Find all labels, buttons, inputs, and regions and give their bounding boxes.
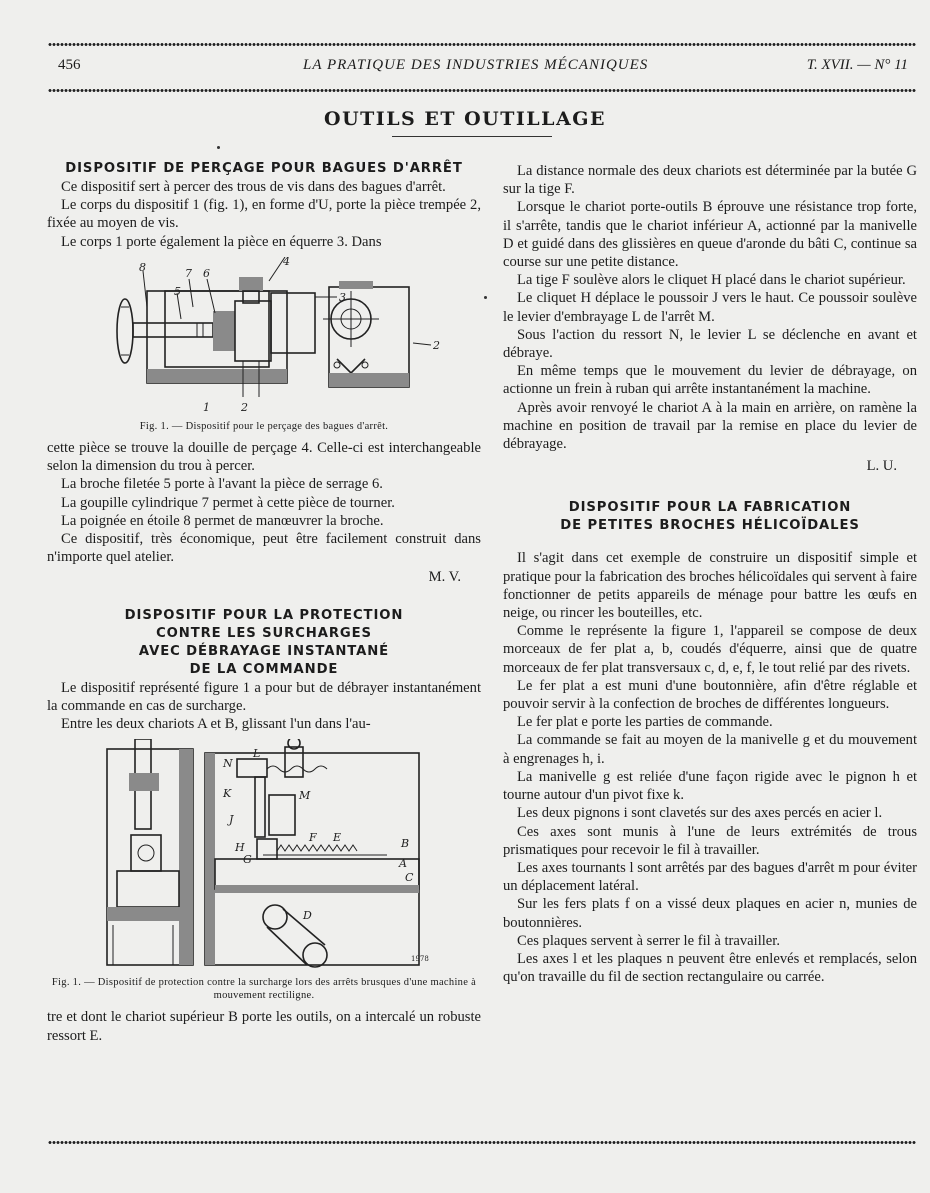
article3-title-line: DISPOSITIF POUR LA FABRICATION bbox=[568, 500, 852, 516]
article1-paragraph: Ce dispositif, très économique, peut être facilement construit dans n'importe quel atelier. bbox=[47, 531, 481, 566]
article2-paragraph: Après avoir renvoyé le chariot A à la main en arrière, on ramène la machine en position de travail par la remise en place du levier de débrayage. bbox=[503, 399, 917, 453]
fig2-label: B bbox=[401, 837, 410, 851]
article2-paragraph: Lorsque le chariot porte-outils B éprouve une résistance trop forte, il s'arrête, tandis que le chariot inférieur A, actionné par la manivelle D et guidé dans des glissières en queue d'aronde du bâti C, continue sa course sur une petite distance. bbox=[503, 199, 917, 271]
fig2-label: H bbox=[235, 841, 245, 855]
left-column bbox=[47, 160, 481, 1045]
article3-paragraph: Les deux pignons i sont clavetés sur des axes percés en acier l. bbox=[517, 805, 883, 822]
article1-title: DISPOSITIF DE PERÇAGE POUR BAGUES D'ARRÊT bbox=[65, 161, 463, 176]
article3-paragraph: Le fer plat a est muni d'une boutonnière, afin d'être réglable et pouvoir servir à la confection de broches de différentes longueurs. bbox=[503, 677, 917, 713]
fig2-label: J bbox=[229, 813, 234, 827]
fig2-label: D bbox=[303, 909, 312, 923]
page-number: 456 bbox=[58, 57, 81, 73]
article2-title-line: CONTRE LES SURCHARGES bbox=[156, 625, 372, 641]
article2-paragraph: Le cliquet H déplace le poussoir J vers le haut. Ce poussoir soulève le levier d'embrayage L de l'arrêt M. bbox=[503, 290, 917, 325]
ink-dot bbox=[217, 146, 220, 149]
article3-paragraph: Comme le représente la figure 1, l'appareil se compose de deux morceaux de fer plat a, b, coudés d'équerre, ainsi que de quatre morceaux de fer plat transversaux c, d, e, f, le tout relié par des rivets. bbox=[503, 623, 917, 676]
figure1-caption: Fig. 1. — Dispositif pour le perçage des bagues d'arrêt. bbox=[139, 421, 389, 433]
fig2-number: 1978 bbox=[411, 955, 429, 964]
article1-paragraph: La goupille cylindrique 7 permet à cette pièce de tourner. bbox=[61, 494, 395, 511]
article3-paragraph: Les axes l et les plaques n peuvent être enlevés et remplacés, selon qu'on travaille du fil de section rectangulaire ou carrée. bbox=[503, 950, 917, 986]
figure-drilling-fixture bbox=[47, 257, 481, 433]
article1-paragraph: La broche filetée 5 porte à l'avant la pièce de serrage 6. bbox=[61, 476, 383, 493]
article1-paragraph: Ce dispositif sert à percer des trous de vis dans des bagues d'arrêt. bbox=[61, 179, 446, 195]
fig2-label: F bbox=[309, 831, 317, 845]
top-dotted-rule bbox=[48, 42, 916, 47]
overload-protection-drawing bbox=[47, 739, 481, 971]
article1-paragraph: Le corps 1 porte également la pièce en équerre 3. Dans bbox=[61, 233, 382, 250]
fig2-label: L bbox=[253, 747, 261, 761]
fig1-label: 6 bbox=[203, 266, 210, 280]
bottom-dotted-rule bbox=[48, 1140, 916, 1145]
article3-paragraph: Ces plaques servent à serrer le fil à travailler. bbox=[517, 932, 780, 949]
article3-paragraph: La commande se fait au moyen de la manivelle g et du mouvement à engrenages h, i. bbox=[503, 732, 917, 767]
fig2-label: M bbox=[299, 789, 311, 803]
article1-paragraph: Le corps du dispositif 1 (fig. 1), en forme d'U, porte la pièce trempée 2, fixée au moyen de vis. bbox=[47, 197, 481, 232]
article3-paragraph: Ces axes sont munis à l'une de leurs extrémités de trous prismatiques pour recevoir le fil à travailler. bbox=[503, 823, 917, 858]
article3-paragraph: Il s'agit dans cet exemple de construire un dispositif simple et pratique pour la fabrication des broches hélicoïdales qui servent à faire fonctionner de petits appareils de ménage pour battre les œufs en neige, ou rincer les bouteilles, etc. bbox=[503, 550, 917, 622]
running-header bbox=[58, 57, 908, 79]
header-dotted-rule bbox=[48, 88, 916, 93]
article1-paragraph: La poignée en étoile 8 permet de manœuvrer la broche. bbox=[61, 512, 384, 529]
fig1-label: 2 bbox=[241, 400, 248, 414]
section-title: OUTILS ET OUTILLAGE bbox=[324, 108, 606, 130]
fig2-label: A bbox=[399, 857, 407, 871]
fig1-label: 7 bbox=[185, 266, 192, 280]
article2-title-line: DISPOSITIF POUR LA PROTECTION bbox=[124, 607, 404, 623]
fig2-label: N bbox=[223, 757, 233, 771]
ink-dot bbox=[484, 296, 487, 299]
article1-continuation: cette pièce se trouve la douille de perçage 4. Celle-ci est interchangeable selon la dimension du trou à percer. bbox=[47, 440, 481, 475]
journal-title: LA PRATIQUE DES INDUSTRIES MÉCANIQUES bbox=[303, 57, 649, 73]
article2-paragraph: Le dispositif représenté figure 1 a pour but de débrayer instantanément la commande en cas de surcharge. bbox=[47, 679, 481, 714]
fig1-label: 1 bbox=[203, 400, 210, 414]
article3-paragraph: Les axes tournants l sont arrêtés par des bagues d'arrêt m pour éviter un déplacement latéral. bbox=[503, 859, 917, 895]
article3-paragraph: Sur les fers plats f on a vissé deux plaques en acier n, munies de boutonnières. bbox=[503, 896, 917, 931]
article2-continuation: tre et dont le chariot supérieur B porte les outils, on a intercalé un robuste ressort E. bbox=[47, 1009, 481, 1044]
fig1-label: 2 bbox=[433, 338, 440, 352]
fig1-label: 8 bbox=[139, 260, 146, 274]
article2-paragraph: La distance normale des deux chariots est déterminée par la butée G sur la tige F. bbox=[503, 163, 917, 198]
article2-title-line: DE LA COMMANDE bbox=[189, 661, 339, 677]
article3-paragraph: La manivelle g est reliée d'une façon rigide avec le pignon h et tourne autour d'un pivot fixe k. bbox=[503, 768, 917, 804]
figure2-caption: Fig. 1. — Dispositif de protection contre la surcharge lors des arrêts brusques d'une machine à mouvement rectiligne. bbox=[51, 977, 477, 1002]
article2-paragraph: Sous l'action du ressort N, le levier L se déclenche en avant et débraye. bbox=[503, 326, 917, 362]
drilling-fixture-drawing bbox=[47, 257, 481, 415]
article2-paragraph: La tige F soulève alors le cliquet H placé dans le chariot supérieur. bbox=[517, 272, 906, 289]
section-title-rule bbox=[392, 136, 552, 137]
fig1-label: 4 bbox=[283, 256, 290, 268]
fig2-label: G bbox=[243, 853, 252, 867]
article3-title-line: DE PETITES BROCHES HÉLICOÏDALES bbox=[560, 518, 860, 534]
right-column bbox=[503, 162, 917, 986]
article2-paragraph: Entre les deux chariots A et B, glissant l'un dans l'au- bbox=[61, 716, 371, 733]
article2-signature: L. U. bbox=[866, 458, 897, 475]
article2-paragraph: En même temps que le mouvement du levier de débrayage, on actionne un frein à ruban qui arrête instantanément la machine. bbox=[503, 363, 917, 398]
article3-paragraph: Le fer plat e porte les parties de commande. bbox=[517, 714, 773, 731]
figure-overload-protection bbox=[47, 739, 481, 1002]
fig2-label: K bbox=[223, 787, 232, 801]
issue-number: T. XVII. — N° 11 bbox=[806, 57, 908, 73]
article2-title-line: AVEC DÉBRAYAGE INSTANTANÉ bbox=[138, 643, 390, 659]
fig1-label: 5 bbox=[174, 284, 181, 298]
fig2-label: C bbox=[405, 871, 414, 885]
fig2-label: E bbox=[333, 831, 342, 845]
article1-signature: M. V. bbox=[428, 569, 461, 586]
fig1-label: 3 bbox=[339, 290, 346, 304]
